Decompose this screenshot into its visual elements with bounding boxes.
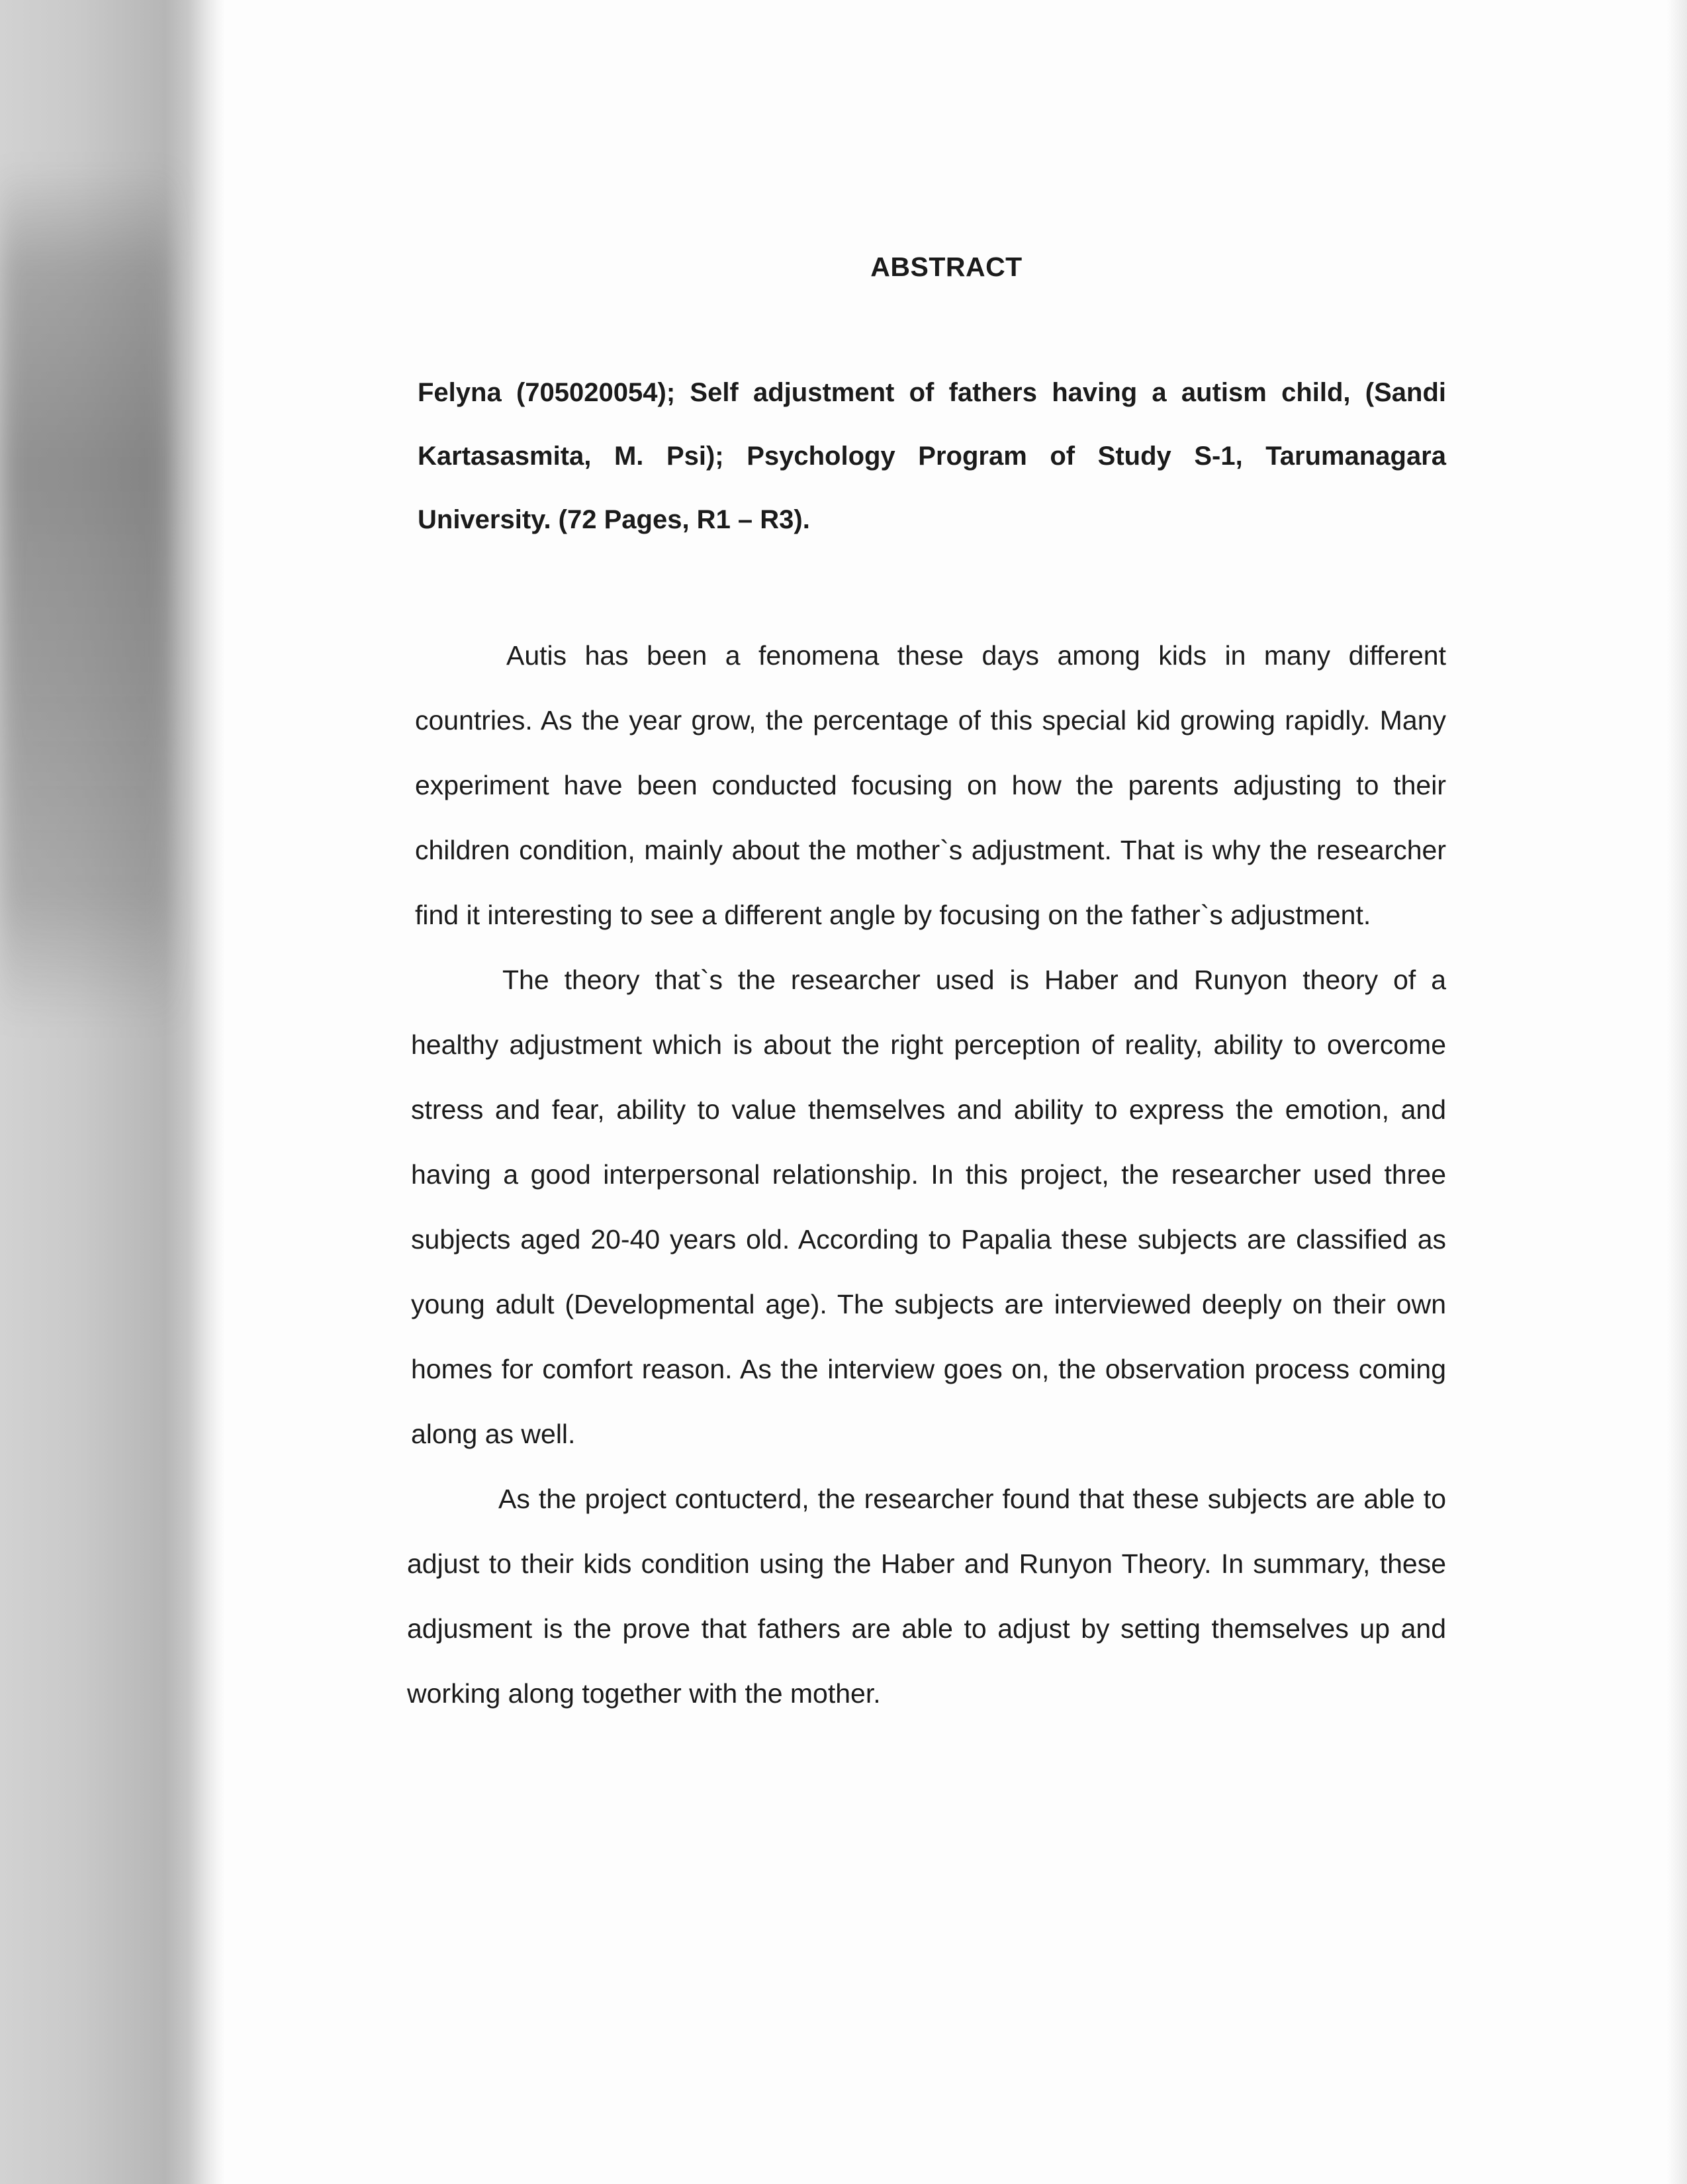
paragraph-3: As the project contucterd, the researcher found that these subjects are able to adjust to their kids condition using the Haber and Runyon Theory. In summary, these adjusment is the prove that fathers are able to adjust by setting themselves up and working along together with the mother. [407, 1484, 1446, 1709]
paragraph-1: Autis has been a fenomena these days among kids in many different countries. As the year grow, the percentage of this special kid growing rapidly. Many experiment have been conducted focusing on how the parents adjusting to their children condition, mainly about the mother`s adjustment. That is why the researcher find it interesting to see a different angle by focusing on the father`s adjustment. [415, 640, 1446, 930]
abstract-content [407, 252, 1446, 1726]
citation-block: Felyna (705020054); Self adjustment of fathers having a autism child, (Sandi Kartasasmita, M. Psi); Psychology Program of Study S-1, Tarumanagara University. (72 Pages, R1 – R3). [418, 378, 1446, 534]
paragraph-2: The theory that`s the researcher used is Haber and Runyon theory of a healthy adjustment which is about the right perception of reality, ability to overcome stress and fear, ability to value themselves and ability to express the emotion, and having a good interpersonal relationship. In this project, the researcher used three subjects aged 20-40 years old. According to Papalia these subjects are classified as young adult (Developmental age). The subjects are interviewed deeply on their own homes for comfort reason. As the interview goes on, the observation process coming along as well. [411, 965, 1446, 1449]
abstract-heading: ABSTRACT [870, 252, 1023, 282]
page-right-edge [1667, 0, 1687, 2184]
binding-shadow-dark [0, 166, 172, 1026]
